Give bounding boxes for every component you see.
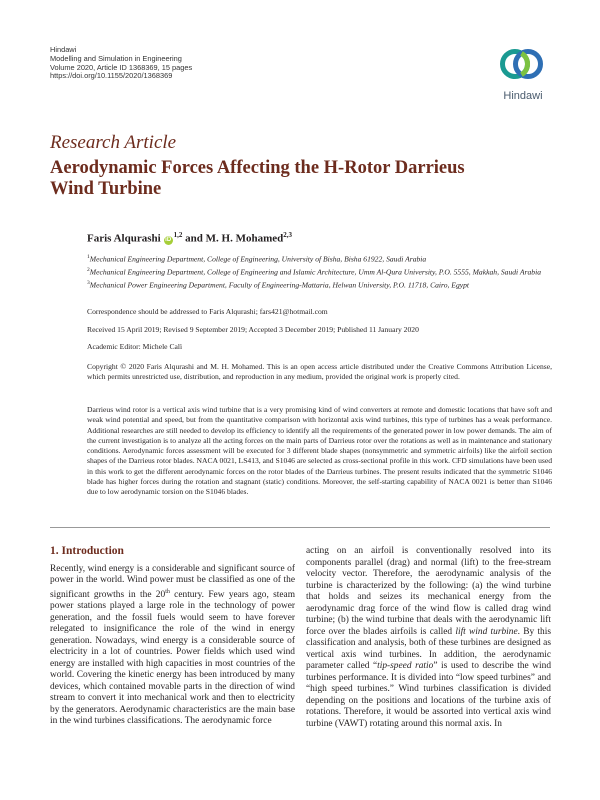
superscript: th (165, 588, 170, 595)
article-title: Aerodynamic Forces Affecting the H-Rotor Darrieus Wind Turbine (50, 158, 465, 199)
column-left (50, 546, 295, 728)
correspondence: Correspondence should be addressed to Faris Alqurashi; fars421@hotmail.com (87, 307, 328, 316)
abstract: Darrieus wind rotor is a vertical axis wind turbine that is a very promising kind of wind converters at remote and domestic locations that have soft and weak wind potential and speed, but from the quantitative comparison with horizontal axis wind turbines, this type of turbines has a weak performance. Additional researches are still needed to develop its efficiency to identify all the requirements of the generated power in low power demands. The aim of the current investigation is to analyze all the acting forces on the main parts of Darrieus rotor over the rotations as well as in maintenance and stationary conditions. Aerodynamic forces assessment will be executed for 3 different blade shapes (nonsymmetric and symmetric airfoils) like the airfoil section shapes of the Darrieus rotor blades. NACA 0021, LS413, and S1046 are selected as cross-sectional profile in this work. CFD simulations have been used in this work to get the different aerodynamic forces on the rotor blades of the Darrieus turbines. The present results indicated that the symmetric S1046 blade has higher forces during the rotation and stagnant (static) conditions. Moreover, the self-starting capability of NACA 0021 is better than S1046 due to low aerodynamic torsion on the S1046 blades. (87, 405, 552, 497)
intro-paragraph (50, 564, 295, 728)
academic-editor: Academic Editor: Michele Calì (87, 342, 183, 351)
affiliation-number: 3 (87, 280, 90, 287)
affiliation-text: Mechanical Engineering Department, College of Engineering, University of Bisha, Bisha 61922, Saudi Arabia (89, 254, 427, 264)
volume-info: Volume 2020, Article ID 1368369, 15 pages (50, 62, 193, 72)
italic-term: lift wind turbine (455, 626, 518, 637)
affiliation-1 (87, 252, 557, 265)
publication-dates: Received 15 April 2019; Revised 9 September 2019; Accepted 3 December 2019; Published 11 January 2020 (87, 325, 419, 334)
affiliation-text: Mechanical Power Engineering Department, Faculty of Engineering-Mattaria, Helwan University, P.O. 11718, Cairo, Egypt (89, 280, 470, 290)
body-text: century. Few years ago, steam power stations played a large role in the technology of power generation, and the fossil fuels would seem to have forever relegated to insignificance the role of the wind in energy generation. Nowadays, wind energy is a considerable source of electricity in a lot of countries. Power fields which used wind energy are installed with high capacities in most countries of the world. Covering the kinetic energy has been introduced by many devices, which contained movable parts in the direction of wind stream to convert it into mechanical work and then to electricity by the generators. Aerodynamic characteristics are the main base in the wind turbines classifications. The aerodynamic force (50, 589, 295, 727)
affiliations (87, 252, 557, 291)
body-text: . By this classification and analysis, both of these turbines are designed as vertical axis wind turbines. In addition, the aerodynamic parameter called “ (306, 626, 551, 671)
column-right (306, 546, 551, 730)
journal-name: Modelling and Simulation in Engineering (50, 53, 182, 63)
article-type: Research Article (50, 132, 177, 153)
orcid-icon[interactable]: iD (165, 236, 172, 243)
body-text: ” is used to describe the wind turbines performance. It is divided into “low speed turbines” and “high speed turbines.” Wind turbines classification is divided depending on the positions and locations of the turbine axis of rotations. Therefore, it would be assorted into vertical axis wind turbine (VAWT) rotating around this normal axis. In (306, 661, 552, 729)
intro-paragraph-cont (306, 546, 551, 730)
body-text: Recently, wind energy is a considerable and significant source of power in the world. Wind power must be classified as one of the significant growths in the 20 (50, 563, 295, 600)
affiliation-number: 2 (87, 267, 90, 274)
affiliation-text: Mechanical Engineering Department, College of Engineering and Islamic Architecture, Umm Al-Qura University, P.O. 5555, Makkah, Saudi Arabia (89, 267, 542, 277)
author-1[interactable]: Faris Alqurashi (87, 232, 161, 245)
italic-term: tip-speed ratio (377, 661, 434, 671)
author-list (87, 231, 292, 245)
copyright-notice: Copyright © 2020 Faris Alqurashi and M. H. Mohamed. This is an open access article distributed under the Creative Commons Attribution License, which permits unrestricted use, distribution, and reproduction in any medium, provided the original work is properly cited. (87, 362, 552, 382)
doi-link[interactable]: https://doi.org/10.1155/2020/1368369 (50, 71, 173, 81)
affiliation-2 (87, 265, 557, 278)
author-2[interactable]: M. H. Mohamed (205, 232, 284, 245)
logo-wordmark: Hindawi (503, 90, 543, 102)
author-1-affil: 1,2 (173, 231, 183, 239)
affiliation-number: 1 (87, 254, 90, 260)
section-divider (50, 527, 550, 528)
body-text: acting on an airfoil is conventionally resolved into its components parallel (drag) and normal (lift) to the free-stream velocity vector. Therefore, the aerodynamic analysis of the turbine is characterized by the following: (a) the wind turbine that holds and seizes its mechanical energy from the aerodynamic drag force of the wind flow is called drag wind turbine; (b) the wind turbine that deals with the aerodynamic lift force over the blades airfoils is called (306, 546, 551, 637)
author-2-affil: 2,3 (283, 231, 293, 239)
author-connector: and (182, 232, 206, 245)
publisher-name: Hindawi (50, 45, 77, 54)
affiliation-3 (87, 278, 557, 291)
journal-header (50, 46, 192, 81)
section-heading: 1. Introduction (50, 545, 124, 557)
